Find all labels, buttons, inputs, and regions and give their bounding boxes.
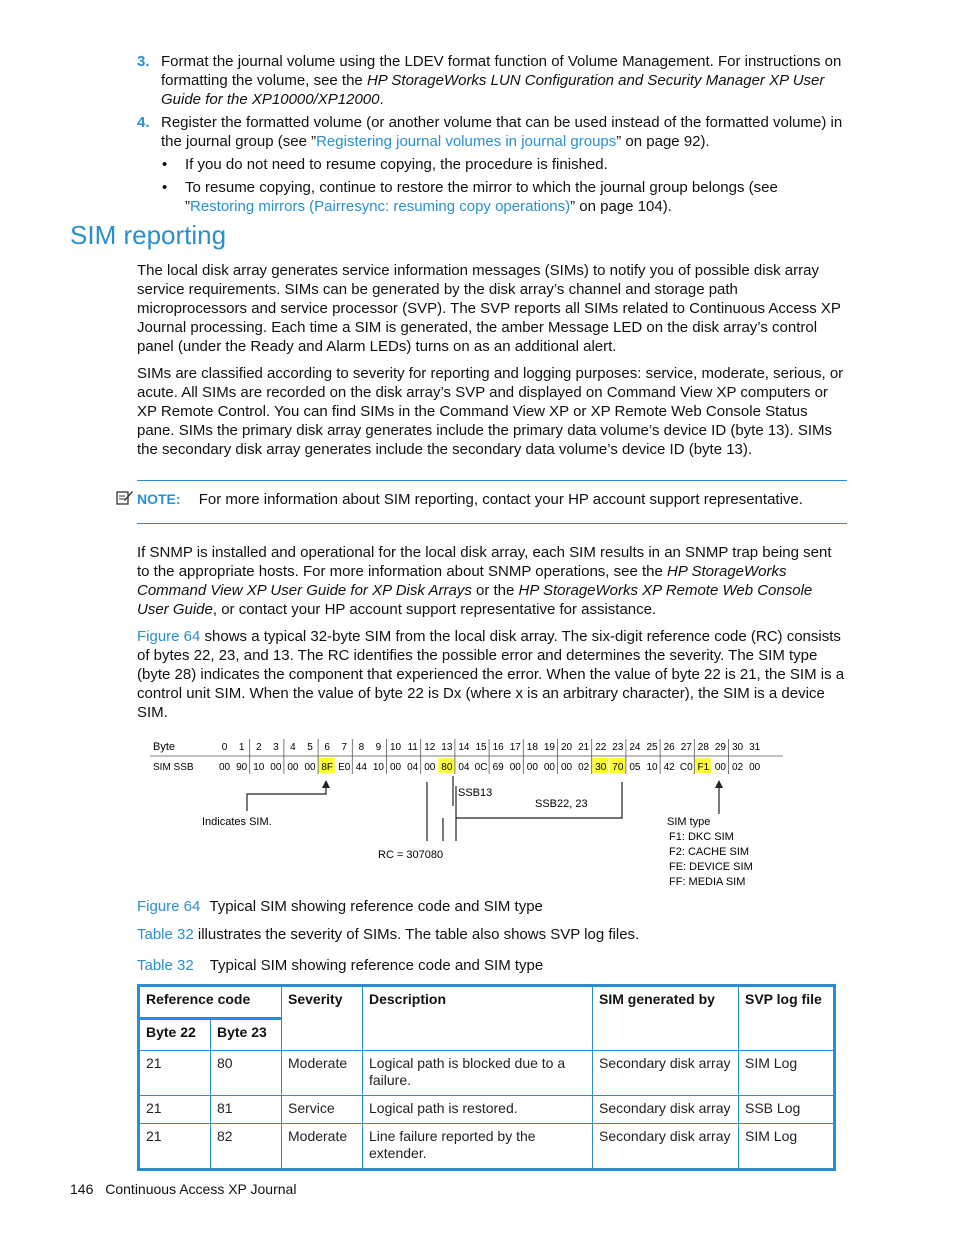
byte-index: 12 bbox=[424, 742, 436, 753]
cell-byte-22: 21 bbox=[139, 1051, 211, 1096]
step-text-end: . bbox=[379, 91, 384, 108]
paragraph-text: or the bbox=[471, 582, 519, 599]
table-caption-label: Table 32 bbox=[137, 957, 194, 974]
ssb-row-label: SIM SSB bbox=[153, 762, 194, 773]
header-byte-23: Byte 23 bbox=[211, 1019, 282, 1051]
byte-value: E0 bbox=[338, 762, 351, 773]
byte-value: 00 bbox=[218, 762, 231, 773]
byte-index: 3 bbox=[273, 742, 279, 753]
page-number: 146 bbox=[70, 1181, 94, 1197]
byte-index: 1 bbox=[238, 742, 245, 753]
byte-index: 7 bbox=[341, 742, 348, 753]
table-link[interactable]: Table 32 bbox=[137, 926, 194, 943]
byte-value: 00 bbox=[424, 762, 436, 773]
cell-generated-by: Secondary disk array bbox=[593, 1124, 739, 1170]
byte-index: 29 bbox=[714, 742, 727, 753]
byte-value: 02 bbox=[731, 762, 744, 773]
bullet-dot: • bbox=[162, 179, 168, 196]
byte-index: 31 bbox=[749, 742, 761, 753]
sim-type-item: FF: MEDIA SIM bbox=[669, 876, 746, 888]
cell-svp-log: SIM Log bbox=[739, 1124, 835, 1170]
paragraph: The local disk array generates service information messages (SIMs) to notify you of possible disk array service requirements. SIMs can be generated by the disk array’s channel and storage path microprocessors and service processor (SVP). The SVP reports all SIMs related to Continuous Access XP Journal processing. Each time a SIM is generated, the amber Message LED on the disk array’s control panel (under the Ready and Alarm LEDs) turns on as an additional alert. bbox=[137, 262, 841, 355]
byte-value: 04 bbox=[407, 762, 419, 773]
footer-title: Continuous Access XP Journal bbox=[105, 1181, 297, 1197]
byte-index: 25 bbox=[646, 742, 658, 753]
step-text: Format the journal volume using the LDEV format function of Volume Management. For instructions on formatting the volume, see the bbox=[161, 53, 842, 89]
cell-byte-23: 80 bbox=[211, 1051, 282, 1096]
figure-caption-text: Typical SIM showing reference code and SIM type bbox=[209, 898, 543, 915]
bullet-item bbox=[162, 155, 847, 174]
cell-description: Line failure reported by the extender. bbox=[363, 1124, 593, 1170]
byte-index: 6 bbox=[324, 742, 330, 753]
byte-value: 00 bbox=[526, 762, 538, 773]
guide-title: HP StorageWorks Command View XP User Guide for XP Disk Arrays bbox=[137, 563, 787, 599]
severity-table bbox=[137, 984, 836, 1171]
byte-index: 20 bbox=[560, 742, 573, 753]
byte-index: 13 bbox=[441, 742, 453, 753]
rc-label: RC = 307080 bbox=[378, 849, 444, 861]
byte-index: 0 bbox=[221, 742, 228, 753]
byte-value: 00 bbox=[543, 762, 556, 773]
byte-value: 10 bbox=[253, 762, 265, 773]
byte-index: 18 bbox=[526, 742, 538, 753]
header-svp-log-file: SVP log file bbox=[745, 991, 822, 1007]
note bbox=[137, 490, 803, 509]
byte-value: 05 bbox=[629, 762, 641, 773]
section-heading: SIM reporting bbox=[70, 220, 227, 250]
cell-byte-23: 81 bbox=[211, 1096, 282, 1124]
table-header-row bbox=[139, 986, 835, 1019]
sim-type-title: SIM type bbox=[667, 816, 711, 828]
byte-value: 00 bbox=[749, 762, 761, 773]
bullet-text: To resume copying, continue to restore the mirror to which the journal group belongs (see ” bbox=[185, 179, 778, 215]
cross-reference-link[interactable]: Restoring mirrors (Pairresync: resuming copy operations) bbox=[190, 198, 571, 215]
step-number: 3. bbox=[137, 53, 150, 70]
cell-svp-log: SIM Log bbox=[739, 1051, 835, 1096]
byte-value: 00 bbox=[560, 762, 573, 773]
step-3 bbox=[137, 52, 847, 109]
byte-value: 30 bbox=[595, 762, 607, 773]
step-number: 4. bbox=[137, 114, 150, 131]
byte-index: 10 bbox=[389, 742, 402, 753]
paragraph bbox=[137, 925, 847, 944]
cell-byte-23: 82 bbox=[211, 1124, 282, 1170]
header-byte-22: Byte 22 bbox=[139, 1019, 211, 1051]
cell-description: Logical path is restored. bbox=[363, 1096, 593, 1124]
byte-value: 0C bbox=[474, 762, 488, 773]
cell-generated-by: Secondary disk array bbox=[593, 1051, 739, 1096]
byte-index: 21 bbox=[578, 742, 590, 753]
paragraph-text: illustrates the severity of SIMs. The table also shows SVP log files. bbox=[193, 926, 640, 943]
ssb2223-label: SSB22, 23 bbox=[535, 798, 588, 810]
cell-byte-22: 21 bbox=[139, 1124, 211, 1170]
byte-value: C0 bbox=[679, 762, 693, 773]
byte-index: 28 bbox=[697, 742, 709, 753]
paragraph bbox=[137, 543, 847, 619]
byte-index: 4 bbox=[290, 742, 296, 753]
byte-index: 17 bbox=[509, 742, 521, 753]
byte-index: 27 bbox=[680, 742, 692, 753]
byte-index: 30 bbox=[731, 742, 744, 753]
bullet-dot: • bbox=[162, 156, 168, 173]
note-text: For more information about SIM reporting, contact your HP account support representative. bbox=[198, 491, 803, 508]
byte-value: 70 bbox=[612, 762, 624, 773]
paragraph-text: , or contact your HP account support representative for assistance. bbox=[212, 601, 657, 618]
indicates-sim-label: Indicates SIM. bbox=[202, 816, 272, 828]
bullet-item bbox=[162, 178, 847, 216]
cell-byte-22: 21 bbox=[139, 1096, 211, 1124]
cell-severity: Service bbox=[282, 1096, 363, 1124]
note-label: NOTE: bbox=[137, 491, 181, 507]
sim-type-item: F1: DKC SIM bbox=[669, 831, 734, 843]
byte-value: 90 bbox=[236, 762, 248, 773]
byte-row-label: Byte bbox=[153, 741, 176, 753]
byte-index: 16 bbox=[492, 742, 504, 753]
cell-severity: Moderate bbox=[282, 1124, 363, 1170]
cell-description: Logical path is blocked due to a failure. bbox=[363, 1051, 593, 1096]
note-top-rule bbox=[137, 480, 847, 481]
figure-caption-label: Figure 64 bbox=[137, 898, 201, 915]
byte-index: 5 bbox=[307, 742, 313, 753]
byte-value: 10 bbox=[372, 762, 385, 773]
byte-index: 22 bbox=[595, 742, 607, 753]
sim-type-item: FE: DEVICE SIM bbox=[669, 861, 753, 873]
table-caption bbox=[137, 956, 543, 975]
byte-value: 00 bbox=[287, 762, 299, 773]
paragraph-text: If SNMP is installed and operational for the local disk array, each SIM results in an SNMP trap being sent to the appropriate hosts. For more information about SNMP operations, see the bbox=[137, 544, 832, 580]
page-footer bbox=[70, 1181, 304, 1197]
cell-svp-log: SSB Log bbox=[739, 1096, 835, 1124]
byte-value: 02 bbox=[578, 762, 590, 773]
byte-value: 00 bbox=[509, 762, 521, 773]
table-caption-text: Typical SIM showing reference code and SIM type bbox=[209, 957, 544, 974]
byte-value: 00 bbox=[389, 762, 402, 773]
header-sim-generated-by: SIM generated by bbox=[593, 986, 739, 1051]
ssb13-label: SSB13 bbox=[458, 787, 493, 799]
byte-value: F1 bbox=[697, 762, 710, 773]
byte-index: 24 bbox=[629, 742, 641, 753]
guide-title: HP StorageWorks LUN Configuration and Security Manager XP User Guide for the XP10000/XP12000 bbox=[161, 72, 825, 108]
bullet-text-end: ” on page 104). bbox=[570, 198, 672, 215]
byte-index: 2 bbox=[255, 742, 262, 753]
table-row bbox=[139, 1096, 835, 1124]
step-text-end: ” on page 92). bbox=[616, 133, 710, 150]
byte-index: 11 bbox=[407, 742, 418, 753]
sim-diagram bbox=[150, 736, 790, 891]
sim-figure bbox=[150, 736, 790, 891]
byte-value: 00 bbox=[270, 762, 282, 773]
figure-caption bbox=[137, 897, 543, 916]
header-severity: Severity bbox=[282, 986, 363, 1051]
figure-link[interactable]: Figure 64 bbox=[137, 628, 201, 645]
byte-value: 69 bbox=[492, 762, 504, 773]
byte-index: 19 bbox=[543, 742, 556, 753]
byte-value: 04 bbox=[458, 762, 470, 773]
byte-index: 15 bbox=[475, 742, 487, 753]
guide-title: HP StorageWorks XP Remote Web Console User Guide bbox=[137, 582, 813, 618]
byte-index: 8 bbox=[358, 742, 365, 753]
sim-type-item: F2: CACHE SIM bbox=[669, 846, 750, 858]
table-row bbox=[139, 1051, 835, 1096]
byte-value: 8F bbox=[321, 762, 333, 773]
note-icon bbox=[116, 488, 134, 510]
byte-value: 42 bbox=[663, 762, 675, 773]
byte-index: 23 bbox=[612, 742, 624, 753]
step-4 bbox=[137, 113, 847, 151]
step-text: Register the formatted volume (or another volume that can be used instead of the formatted volume) in the journal group (see ” bbox=[161, 114, 843, 150]
byte-value: 00 bbox=[304, 762, 316, 773]
byte-value: 10 bbox=[646, 762, 658, 773]
header-description: Description bbox=[363, 986, 593, 1051]
byte-value: 44 bbox=[355, 762, 367, 773]
cell-generated-by: Secondary disk array bbox=[593, 1096, 739, 1124]
paragraph: SIMs are classified according to severity for reporting and logging purposes: service, moderate, serious, or acute. All SIMs are recorded on the disk array’s SVP and displayed on Command View XP computers or XP Remote Control. You can find SIMs in the Command View XP or XP Remote Web Console Status pane. SIMs the primary disk array generates include the primary data volume’s device ID (byte 13). SIMs the secondary disk array generates include the secondary data volume’s device ID (byte 13). bbox=[137, 365, 844, 458]
byte-index: 14 bbox=[458, 742, 470, 753]
bullet-text: If you do not need to resume copying, the procedure is finished. bbox=[185, 156, 608, 173]
cross-reference-link[interactable]: Registering journal volumes in journal groups bbox=[316, 133, 617, 150]
paragraph bbox=[137, 627, 847, 722]
header-reference-code: Reference code bbox=[139, 986, 282, 1019]
byte-index: 26 bbox=[663, 742, 675, 753]
byte-value: 00 bbox=[714, 762, 727, 773]
byte-value: 80 bbox=[441, 762, 453, 773]
paragraph-text: shows a typical 32-byte SIM from the local disk array. The six-digit reference code (RC) consists of bytes 22, 23, and 13. The RC identifies the possible error and determines the severity. The SIM type (byte 28) indicates the component that experienced the error. When the value of byte 22 is 21, the SIM is a control unit SIM. When the value of byte 22 is Dx (where x is an arbitrary character), the SIM is a device SIM. bbox=[137, 628, 845, 721]
cell-severity: Moderate bbox=[282, 1051, 363, 1096]
byte-index: 9 bbox=[375, 742, 382, 753]
table-row bbox=[139, 1124, 835, 1170]
note-bottom-rule bbox=[137, 523, 847, 524]
